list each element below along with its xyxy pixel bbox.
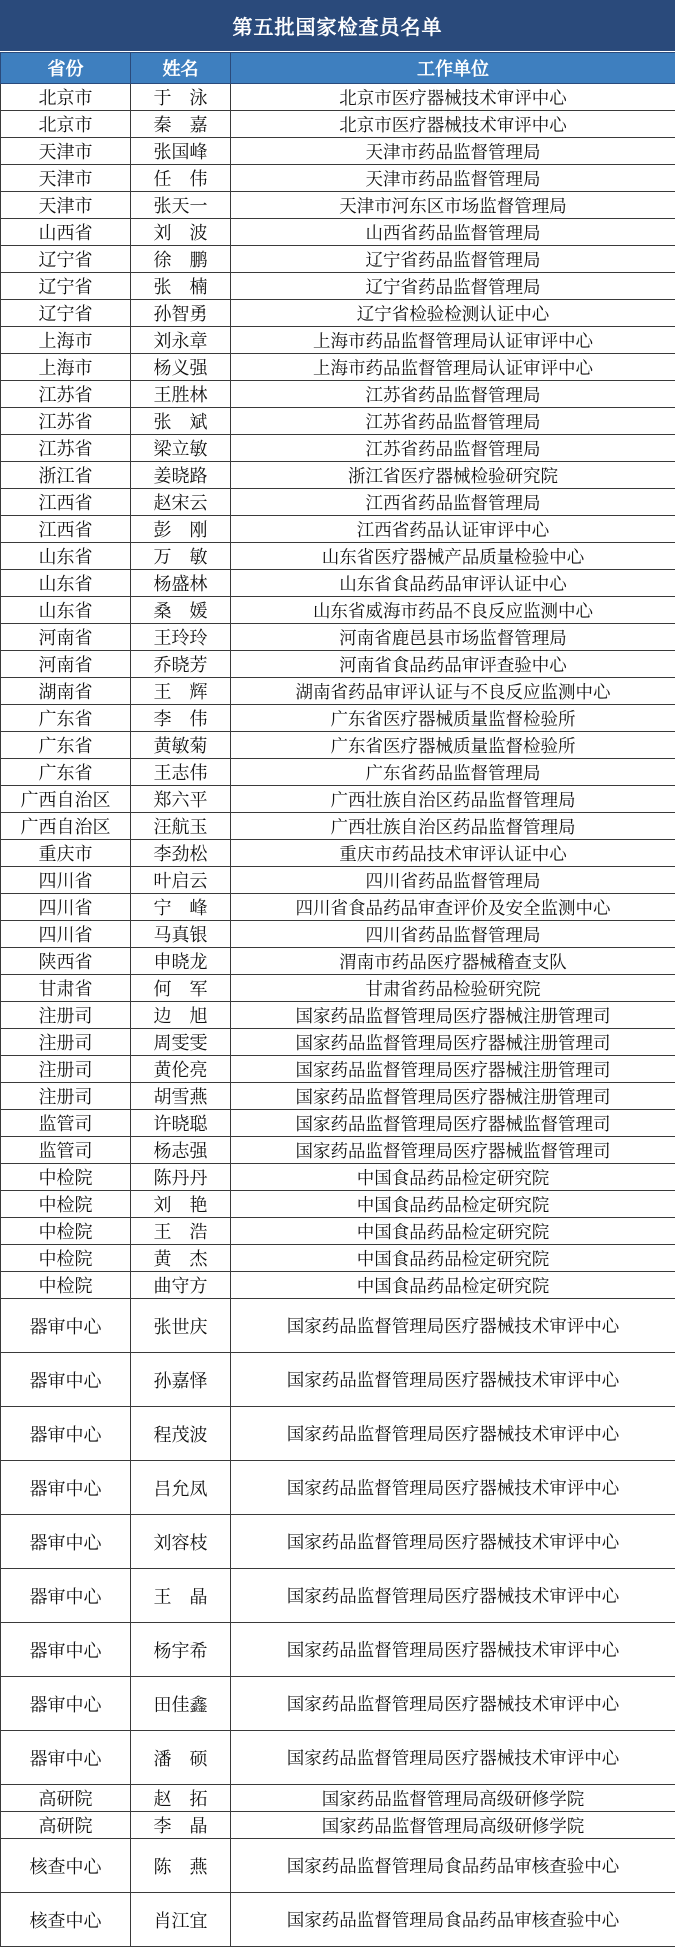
cell-name: 张国峰 <box>131 138 231 165</box>
cell-name: 王玲玲 <box>131 624 231 651</box>
cell-province: 广东省 <box>1 705 131 732</box>
cell-name: 汪航玉 <box>131 813 231 840</box>
cell-workplace: 中国食品药品检定研究院 <box>231 1191 675 1218</box>
table-row <box>1 111 675 138</box>
cell-workplace: 北京市医疗器械技术审评中心 <box>231 84 675 111</box>
cell-province: 辽宁省 <box>1 273 131 300</box>
cell-name: 杨盛林 <box>131 570 231 597</box>
cell-name: 李劲松 <box>131 840 231 867</box>
cell-name: 李 晶 <box>131 1812 231 1839</box>
table-row <box>1 1002 675 1029</box>
cell-province: 河南省 <box>1 624 131 651</box>
cell-province: 器审中心 <box>1 1731 131 1785</box>
cell-workplace: 国家药品监督管理局医疗器械注册管理司 <box>231 1056 675 1083</box>
cell-workplace: 四川省食品药品审查评价及安全监测中心 <box>231 894 675 921</box>
table-row <box>1 867 675 894</box>
cell-name: 万 敏 <box>131 543 231 570</box>
table-row <box>1 813 675 840</box>
cell-name: 潘 硕 <box>131 1731 231 1785</box>
cell-name: 孙嘉怿 <box>131 1353 231 1407</box>
cell-province: 天津市 <box>1 138 131 165</box>
header-name: 姓名 <box>131 53 231 84</box>
cell-name: 姜晓路 <box>131 462 231 489</box>
cell-workplace: 四川省药品监督管理局 <box>231 921 675 948</box>
cell-province: 湖南省 <box>1 678 131 705</box>
cell-name: 王 晶 <box>131 1569 231 1623</box>
cell-workplace: 国家药品监督管理局高级研修学院 <box>231 1812 675 1839</box>
cell-province: 北京市 <box>1 84 131 111</box>
table-row <box>1 840 675 867</box>
cell-province: 广西自治区 <box>1 813 131 840</box>
table-title: 第五批国家检查员名单 <box>0 0 675 52</box>
cell-province: 四川省 <box>1 867 131 894</box>
cell-workplace: 山西省药品监督管理局 <box>231 219 675 246</box>
cell-province: 中检院 <box>1 1272 131 1299</box>
cell-workplace: 江苏省药品监督管理局 <box>231 381 675 408</box>
table-row <box>1 1083 675 1110</box>
cell-workplace: 天津市药品监督管理局 <box>231 138 675 165</box>
cell-workplace: 江苏省药品监督管理局 <box>231 435 675 462</box>
cell-workplace: 北京市医疗器械技术审评中心 <box>231 111 675 138</box>
cell-workplace: 天津市河东区市场监督管理局 <box>231 192 675 219</box>
cell-name: 胡雪燕 <box>131 1083 231 1110</box>
cell-name: 张 斌 <box>131 408 231 435</box>
cell-workplace: 河南省食品药品审评查验中心 <box>231 651 675 678</box>
cell-province: 上海市 <box>1 327 131 354</box>
cell-name: 黄伦亮 <box>131 1056 231 1083</box>
table-row <box>1 1407 675 1461</box>
cell-name: 于 泳 <box>131 84 231 111</box>
cell-workplace: 国家药品监督管理局医疗器械技术审评中心 <box>231 1569 675 1623</box>
table-row <box>1 894 675 921</box>
table-row <box>1 165 675 192</box>
cell-workplace: 浙江省医疗器械检验研究院 <box>231 462 675 489</box>
cell-workplace: 国家药品监督管理局医疗器械技术审评中心 <box>231 1515 675 1569</box>
cell-name: 刘容枝 <box>131 1515 231 1569</box>
cell-workplace: 国家药品监督管理局医疗器械技术审评中心 <box>231 1677 675 1731</box>
cell-workplace: 江西省药品认证审评中心 <box>231 516 675 543</box>
cell-workplace: 辽宁省药品监督管理局 <box>231 273 675 300</box>
cell-workplace: 国家药品监督管理局医疗器械技术审评中心 <box>231 1353 675 1407</box>
cell-name: 徐 鹏 <box>131 246 231 273</box>
cell-province: 监管司 <box>1 1137 131 1164</box>
cell-workplace: 中国食品药品检定研究院 <box>231 1272 675 1299</box>
cell-workplace: 中国食品药品检定研究院 <box>231 1245 675 1272</box>
table-row <box>1 273 675 300</box>
cell-province: 江苏省 <box>1 408 131 435</box>
table-row <box>1 462 675 489</box>
table-row <box>1 1299 675 1353</box>
cell-province: 上海市 <box>1 354 131 381</box>
cell-workplace: 山东省威海市药品不良反应监测中心 <box>231 597 675 624</box>
cell-province: 四川省 <box>1 894 131 921</box>
table-row <box>1 84 675 111</box>
cell-province: 天津市 <box>1 192 131 219</box>
cell-workplace: 湖南省药品审评认证与不良反应监测中心 <box>231 678 675 705</box>
table-row <box>1 1461 675 1515</box>
cell-province: 注册司 <box>1 1083 131 1110</box>
cell-name: 彭 刚 <box>131 516 231 543</box>
cell-province: 中检院 <box>1 1245 131 1272</box>
table-row <box>1 624 675 651</box>
cell-province: 器审中心 <box>1 1569 131 1623</box>
header-row <box>1 53 675 84</box>
table-row <box>1 543 675 570</box>
cell-workplace: 国家药品监督管理局医疗器械技术审评中心 <box>231 1461 675 1515</box>
cell-workplace: 国家药品监督管理局医疗器械注册管理司 <box>231 1029 675 1056</box>
cell-province: 江西省 <box>1 516 131 543</box>
table-row <box>1 1623 675 1677</box>
table-row <box>1 1245 675 1272</box>
table-row <box>1 408 675 435</box>
cell-workplace: 中国食品药品检定研究院 <box>231 1164 675 1191</box>
cell-name: 宁 峰 <box>131 894 231 921</box>
cell-workplace: 山东省医疗器械产品质量检验中心 <box>231 543 675 570</box>
cell-province: 浙江省 <box>1 462 131 489</box>
cell-province: 注册司 <box>1 1002 131 1029</box>
cell-workplace: 上海市药品监督管理局认证审评中心 <box>231 354 675 381</box>
cell-workplace: 天津市药品监督管理局 <box>231 165 675 192</box>
cell-province: 陕西省 <box>1 948 131 975</box>
cell-province: 山东省 <box>1 597 131 624</box>
cell-name: 孙智勇 <box>131 300 231 327</box>
cell-province: 高研院 <box>1 1812 131 1839</box>
table-row <box>1 435 675 462</box>
header-province: 省份 <box>1 53 131 84</box>
table-row <box>1 1191 675 1218</box>
cell-name: 刘 艳 <box>131 1191 231 1218</box>
cell-workplace: 国家药品监督管理局食品药品审核查验中心 <box>231 1839 675 1893</box>
table-row <box>1 678 675 705</box>
cell-name: 许晓聪 <box>131 1110 231 1137</box>
table-row <box>1 327 675 354</box>
cell-province: 江苏省 <box>1 381 131 408</box>
cell-name: 赵 拓 <box>131 1785 231 1812</box>
cell-name: 黄 杰 <box>131 1245 231 1272</box>
cell-name: 刘永章 <box>131 327 231 354</box>
cell-name: 郑六平 <box>131 786 231 813</box>
cell-province: 核查中心 <box>1 1893 131 1947</box>
cell-workplace: 国家药品监督管理局医疗器械技术审评中心 <box>231 1299 675 1353</box>
cell-province: 四川省 <box>1 921 131 948</box>
cell-name: 吕允凤 <box>131 1461 231 1515</box>
table-row <box>1 1218 675 1245</box>
cell-province: 辽宁省 <box>1 300 131 327</box>
cell-name: 刘 波 <box>131 219 231 246</box>
table-row <box>1 1272 675 1299</box>
cell-province: 核查中心 <box>1 1839 131 1893</box>
cell-province: 器审中心 <box>1 1353 131 1407</box>
cell-province: 山东省 <box>1 570 131 597</box>
cell-province: 甘肃省 <box>1 975 131 1002</box>
cell-province: 器审中心 <box>1 1461 131 1515</box>
cell-workplace: 四川省药品监督管理局 <box>231 867 675 894</box>
cell-workplace: 辽宁省检验检测认证中心 <box>231 300 675 327</box>
cell-province: 器审中心 <box>1 1515 131 1569</box>
cell-province: 中检院 <box>1 1191 131 1218</box>
table-row <box>1 732 675 759</box>
cell-workplace: 国家药品监督管理局高级研修学院 <box>231 1785 675 1812</box>
cell-province: 重庆市 <box>1 840 131 867</box>
table-row <box>1 300 675 327</box>
cell-workplace: 上海市药品监督管理局认证审评中心 <box>231 327 675 354</box>
table-row <box>1 651 675 678</box>
cell-province: 器审中心 <box>1 1677 131 1731</box>
table-row <box>1 1812 675 1839</box>
cell-province: 注册司 <box>1 1029 131 1056</box>
cell-workplace: 渭南市药品医疗器械稽查支队 <box>231 948 675 975</box>
cell-name: 桑 媛 <box>131 597 231 624</box>
table-row <box>1 1839 675 1893</box>
cell-name: 乔晓芳 <box>131 651 231 678</box>
cell-workplace: 广西壮族自治区药品监督管理局 <box>231 813 675 840</box>
table-row <box>1 1785 675 1812</box>
cell-name: 曲守方 <box>131 1272 231 1299</box>
cell-province: 器审中心 <box>1 1299 131 1353</box>
table-row <box>1 354 675 381</box>
cell-name: 陈丹丹 <box>131 1164 231 1191</box>
cell-name: 肖江宜 <box>131 1893 231 1947</box>
cell-province: 器审中心 <box>1 1407 131 1461</box>
cell-workplace: 国家药品监督管理局医疗器械技术审评中心 <box>231 1731 675 1785</box>
cell-workplace: 辽宁省药品监督管理局 <box>231 246 675 273</box>
cell-workplace: 广西壮族自治区药品监督管理局 <box>231 786 675 813</box>
table-row <box>1 1353 675 1407</box>
table-body <box>1 84 675 1947</box>
cell-province: 辽宁省 <box>1 246 131 273</box>
cell-workplace: 重庆市药品技术审评认证中心 <box>231 840 675 867</box>
cell-name: 杨宇希 <box>131 1623 231 1677</box>
cell-name: 黄敏菊 <box>131 732 231 759</box>
table-row <box>1 489 675 516</box>
cell-workplace: 国家药品监督管理局医疗器械注册管理司 <box>231 1002 675 1029</box>
cell-province: 广东省 <box>1 732 131 759</box>
table-row <box>1 948 675 975</box>
table-row <box>1 138 675 165</box>
cell-province: 中检院 <box>1 1164 131 1191</box>
cell-name: 边 旭 <box>131 1002 231 1029</box>
cell-workplace: 国家药品监督管理局医疗器械技术审评中心 <box>231 1623 675 1677</box>
cell-province: 中检院 <box>1 1218 131 1245</box>
cell-province: 监管司 <box>1 1110 131 1137</box>
cell-workplace: 中国食品药品检定研究院 <box>231 1218 675 1245</box>
table-row <box>1 597 675 624</box>
cell-province: 河南省 <box>1 651 131 678</box>
cell-name: 马真银 <box>131 921 231 948</box>
table-row <box>1 975 675 1002</box>
cell-workplace: 国家药品监督管理局医疗器械技术审评中心 <box>231 1407 675 1461</box>
cell-name: 何 军 <box>131 975 231 1002</box>
cell-province: 北京市 <box>1 111 131 138</box>
cell-name: 王 辉 <box>131 678 231 705</box>
cell-province: 江西省 <box>1 489 131 516</box>
table-row <box>1 381 675 408</box>
cell-name: 梁立敏 <box>131 435 231 462</box>
cell-province: 江苏省 <box>1 435 131 462</box>
table-row <box>1 570 675 597</box>
table-row <box>1 705 675 732</box>
cell-name: 秦 嘉 <box>131 111 231 138</box>
cell-name: 田佳鑫 <box>131 1677 231 1731</box>
table-row <box>1 246 675 273</box>
cell-workplace: 国家药品监督管理局医疗器械监督管理司 <box>231 1137 675 1164</box>
cell-province: 山东省 <box>1 543 131 570</box>
cell-name: 陈 燕 <box>131 1839 231 1893</box>
table-row <box>1 516 675 543</box>
cell-workplace: 国家药品监督管理局医疗器械监督管理司 <box>231 1110 675 1137</box>
cell-workplace: 国家药品监督管理局医疗器械注册管理司 <box>231 1083 675 1110</box>
table-row <box>1 1137 675 1164</box>
inspector-table <box>0 52 675 1947</box>
cell-name: 赵宋云 <box>131 489 231 516</box>
table-row <box>1 1515 675 1569</box>
cell-name: 周雯雯 <box>131 1029 231 1056</box>
cell-workplace: 江西省药品监督管理局 <box>231 489 675 516</box>
cell-province: 高研院 <box>1 1785 131 1812</box>
cell-name: 叶启云 <box>131 867 231 894</box>
cell-workplace: 广东省医疗器械质量监督检验所 <box>231 705 675 732</box>
cell-province: 注册司 <box>1 1056 131 1083</box>
cell-province: 广东省 <box>1 759 131 786</box>
cell-name: 张 楠 <box>131 273 231 300</box>
table-row <box>1 921 675 948</box>
table-row <box>1 1893 675 1947</box>
cell-workplace: 甘肃省药品检验研究院 <box>231 975 675 1002</box>
cell-name: 程茂波 <box>131 1407 231 1461</box>
cell-name: 王 浩 <box>131 1218 231 1245</box>
cell-name: 申晓龙 <box>131 948 231 975</box>
cell-province: 天津市 <box>1 165 131 192</box>
cell-name: 王胜林 <box>131 381 231 408</box>
table-row <box>1 1164 675 1191</box>
cell-name: 张天一 <box>131 192 231 219</box>
table-row <box>1 1110 675 1137</box>
cell-workplace: 国家药品监督管理局食品药品审核查验中心 <box>231 1893 675 1947</box>
table-row <box>1 759 675 786</box>
table-row <box>1 1731 675 1785</box>
cell-name: 杨志强 <box>131 1137 231 1164</box>
cell-name: 王志伟 <box>131 759 231 786</box>
table-row <box>1 1569 675 1623</box>
table-row <box>1 786 675 813</box>
table-row <box>1 1677 675 1731</box>
cell-name: 杨义强 <box>131 354 231 381</box>
cell-name: 李 伟 <box>131 705 231 732</box>
cell-province: 广西自治区 <box>1 786 131 813</box>
cell-name: 任 伟 <box>131 165 231 192</box>
table-row <box>1 192 675 219</box>
cell-workplace: 江苏省药品监督管理局 <box>231 408 675 435</box>
cell-workplace: 河南省鹿邑县市场监督管理局 <box>231 624 675 651</box>
table-row <box>1 1056 675 1083</box>
cell-workplace: 广东省医疗器械质量监督检验所 <box>231 732 675 759</box>
table-row <box>1 1029 675 1056</box>
header-workplace: 工作单位 <box>231 53 675 84</box>
cell-province: 山西省 <box>1 219 131 246</box>
cell-workplace: 广东省药品监督管理局 <box>231 759 675 786</box>
cell-province: 器审中心 <box>1 1623 131 1677</box>
table-row <box>1 219 675 246</box>
cell-workplace: 山东省食品药品审评认证中心 <box>231 570 675 597</box>
cell-name: 张世庆 <box>131 1299 231 1353</box>
